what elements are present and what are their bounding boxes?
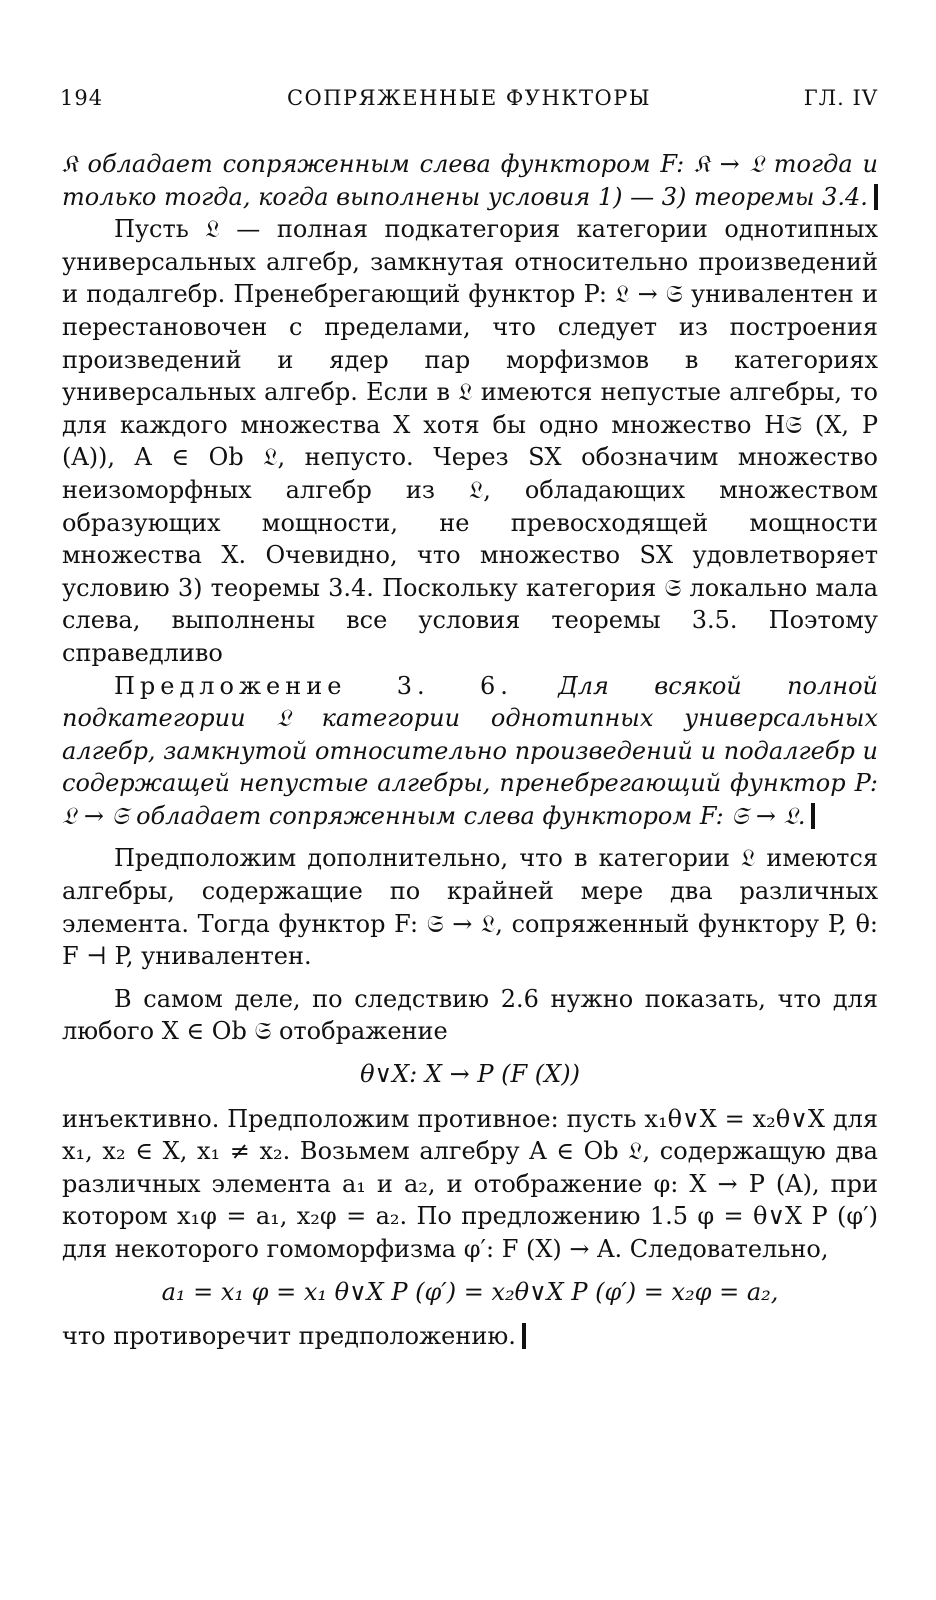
chapter-label: ГЛ. IV (803, 86, 878, 110)
paragraph-conclusion-text: что противоречит предположению. (62, 1322, 516, 1351)
proposition-3-6 (62, 670, 878, 833)
paragraph-proof-body: инъективно. Предположим противное: пусть x₁θ∨X = x₂θ∨X для x₁, x₂ ∈ X, x₁ ≠ x₂. Возьмем алгебру A ∈ Ob 𝔏, содержащую два различных элемента a₁ и a₂, и отображение φ: X → P (A), при котором x₁φ = a₁, x₂φ = a₂. По предложению 1.5 φ = θ∨X P (φ′) для некоторого гомоморфизма φ′: F (X) → A. Следовательно, (62, 1104, 878, 1263)
paragraph-theorem-end (62, 148, 878, 213)
paragraph-forgetful-functor: Пусть 𝔏 — полная подкатегория категории однотипных универсальных алгебр, замкнутая относительно произведений и подалгебр. Пренебрегающий функтор P: 𝔏 → 𝔖 унивалентен и перестановочен с пределами, что следует из построения произведений и ядер пар морфизмов в категориях универсальных алгебр. Если в 𝔏 имеются непустые алгебры, то для каждого множества X хотя бы одно множество H𝔖 (X, P (A)), A ∈ Ob 𝔏, непусто. Через SX обозначим множество неизоморфных алгебр из 𝔏, обладающих множеством образующих мощности, не превосходящей мощности множества X. Очевидно, что множество SX удовлетворяет условию 3) теоремы 3.4. Поскольку категория 𝔖 локально мала слева, выполнены все условия теоремы 3.5. Поэтому справедливо (62, 215, 878, 667)
end-of-proof-mark (874, 184, 878, 210)
formula-theta: θ∨X: X → P (F (X)) (360, 1060, 580, 1089)
running-title: СОПРЯЖЕННЫЕ ФУНКТОРЫ (286, 86, 652, 110)
proposition-text: Для всякой полной подкатегории 𝔏 категории однотипных универсальных алгебр, замкнутой относительно произведений и подалгебр и содержащей непустые алгебры, пренебрегающий функтор P: 𝔏 → 𝔖 обладает сопряженным слева функтором F: 𝔖 → 𝔏. (62, 671, 878, 830)
paragraph-assumption: Предположим дополнительно, что в категории 𝔏 имеются алгебры, содержащие по крайней мере два различных элемента. Тогда функтор F: 𝔖 → 𝔏, сопряженный функтору P, θ: F ⊣ P, унивалентен. (62, 844, 878, 971)
end-of-proof-mark (522, 1323, 526, 1349)
end-of-proof-mark (811, 803, 815, 829)
paragraph-theorem-end-text: 𝔎 обладает сопряженным слева функтором F: 𝔎 → 𝔏 тогда и только тогда, когда выполнены условия 1) — 3) теоремы 3.4. (62, 150, 878, 211)
paragraph-proof-start: В самом деле, по следствию 2.6 нужно показать, что для любого X ∈ Ob 𝔖 отображение (62, 984, 878, 1046)
paragraph-conclusion (62, 1320, 878, 1353)
formula-chain: a₁ = x₁ φ = x₁ θ∨X P (φ′) = x₂θ∨X P (φ′) = x₂φ = a₂, (161, 1277, 779, 1306)
page-number: 194 (60, 86, 104, 110)
proposition-label: Предложение 3. 6. (114, 671, 513, 700)
running-header (60, 86, 878, 120)
page-body (62, 148, 878, 1353)
